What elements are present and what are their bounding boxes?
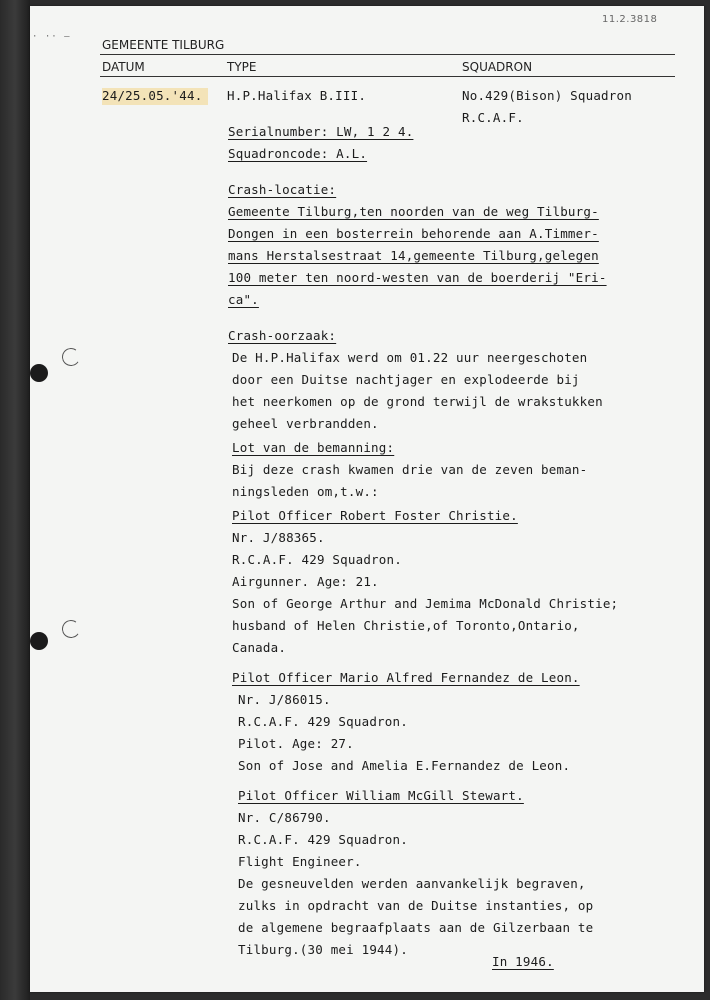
text-line: ningsleden om,t.w.:	[232, 484, 379, 499]
tick-marks: · ·· —	[32, 32, 71, 42]
archive-note: 11.2.3818	[602, 14, 658, 25]
punch-hole-ring-bottom	[61, 619, 82, 640]
text-line: Pilot. Age: 27.	[238, 736, 354, 751]
text-line: Nr. J/86015.	[238, 692, 331, 707]
text-line: Crash-locatie:	[228, 182, 337, 197]
text-line: Nr. C/86790.	[238, 810, 331, 825]
continued-marker: In 1946.	[492, 954, 554, 969]
text-line: 100 meter ten noord-westen van de boerderij "Eri-	[228, 270, 607, 285]
record-squadron-force: R.C.A.F.	[462, 110, 524, 125]
punch-hole-top	[30, 364, 48, 382]
record-date: 24/25.05.'44.	[102, 88, 208, 105]
text-line: Serialnumber: LW, 1 2 4.	[228, 124, 414, 139]
text-line: Nr. J/88365.	[232, 530, 325, 545]
text-line: Canada.	[232, 640, 287, 655]
text-line: geheel verbrandden.	[232, 416, 379, 431]
record-aircraft-type: H.P.Halifax B.III.	[227, 88, 367, 103]
header-rule-bottom	[100, 76, 675, 77]
text-line: Son of George Arthur and Jemima McDonald Christie;	[232, 596, 619, 611]
text-line: R.C.A.F. 429 Squadron.	[238, 832, 408, 847]
text-line: de algemene begraafplaats aan de Gilzerbaan te	[238, 920, 594, 935]
punch-hole-bottom	[30, 632, 48, 650]
text-line: R.C.A.F. 429 Squadron.	[232, 552, 402, 567]
text-line: husband of Helen Christie,of Toronto,Ontario,	[232, 618, 580, 633]
document-page	[30, 6, 704, 992]
text-line: Squadroncode: A.L.	[228, 146, 368, 161]
punch-hole-ring-top	[61, 347, 82, 368]
text-line: Pilot Officer William McGill Stewart.	[238, 788, 524, 803]
text-line: zulks in opdracht van de Duitse instanties, op	[238, 898, 594, 913]
text-line: Airgunner. Age: 21.	[232, 574, 379, 589]
text-line: Son of Jose and Amelia E.Fernandez de Leon.	[238, 758, 571, 773]
text-line: Crash-oorzaak:	[228, 328, 337, 343]
text-line: mans Herstalsestraat 14,gemeente Tilburg,gelegen	[228, 248, 599, 263]
text-line: door een Duitse nachtjager en explodeerde bij	[232, 372, 580, 387]
record-squadron: No.429(Bison) Squadron	[462, 88, 632, 103]
text-line: De gesneuvelden werden aanvankelijk begraven,	[238, 876, 586, 891]
text-line: Pilot Officer Mario Alfred Fernandez de Leon.	[232, 670, 580, 685]
text-line: Dongen in een bosterrein behorende aan A.Timmer-	[228, 226, 599, 241]
text-line: Lot van de bemanning:	[232, 440, 395, 455]
column-type-label: TYPE	[227, 60, 257, 74]
text-line: het neerkomen op de grond terwijl de wrakstukken	[232, 394, 603, 409]
text-line: R.C.A.F. 429 Squadron.	[238, 714, 408, 729]
text-line: Pilot Officer Robert Foster Christie.	[232, 508, 518, 523]
municipality-heading: GEMEENTE TILBURG	[102, 38, 225, 52]
text-line: Tilburg.(30 mei 1944).	[238, 942, 408, 957]
text-line: De H.P.Halifax werd om 01.22 uur neergeschoten	[232, 350, 588, 365]
text-line: Gemeente Tilburg,ten noorden van de weg Tilburg-	[228, 204, 599, 219]
binder-strip	[0, 0, 30, 1000]
column-squadron-label: SQUADRON	[462, 60, 533, 74]
text-line: Flight Engineer.	[238, 854, 362, 869]
column-date-label: DATUM	[102, 60, 145, 74]
text-line: Bij deze crash kwamen drie van de zeven beman-	[232, 462, 588, 477]
header-rule-top	[100, 54, 675, 55]
text-line: ca".	[228, 292, 259, 307]
